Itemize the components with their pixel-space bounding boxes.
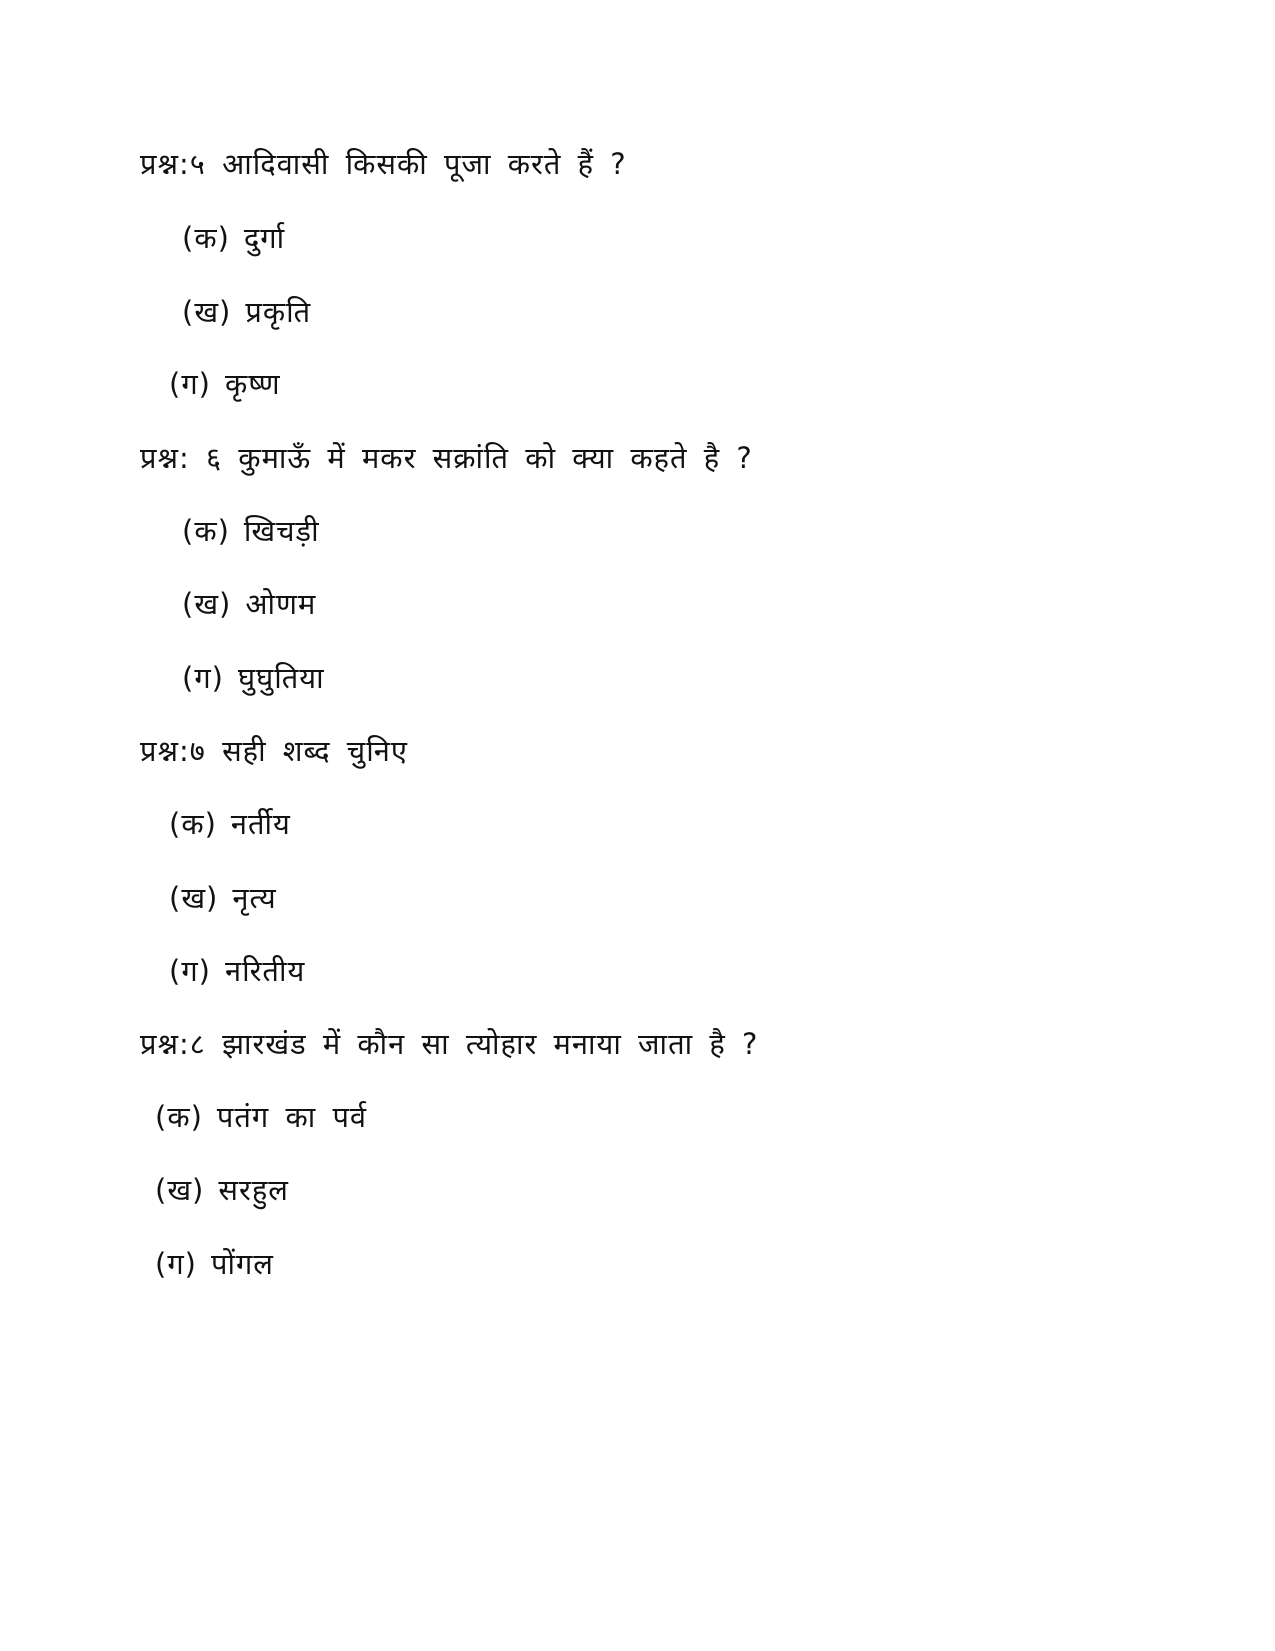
question-6-option-ga xyxy=(182,658,325,698)
option-marker: (ग) xyxy=(169,367,211,401)
option-marker: (ग) xyxy=(182,661,224,695)
question-6-option-kha xyxy=(182,584,316,624)
option-marker: (ग) xyxy=(155,1247,197,1281)
option-text: प्रकृति xyxy=(245,295,312,329)
option-text: ओणम xyxy=(245,587,317,621)
question-5-heading: प्रश्न:५ आदिवासी किसकी पूजा करते हैं ? xyxy=(140,147,627,181)
option-text: नृत्य xyxy=(232,881,277,915)
question-8-option-kha xyxy=(155,1170,289,1210)
question-5-option-ka xyxy=(182,218,285,258)
question-7-option-ka xyxy=(169,804,291,844)
question-8-option-ka xyxy=(155,1097,367,1137)
option-marker: (क) xyxy=(182,514,230,548)
option-text: सरहुल xyxy=(218,1173,289,1207)
question-8-heading: प्रश्न:८ झारखंड में कौन सा त्योहार मनाया जाता है ? xyxy=(140,1027,759,1061)
option-text: पतंग का पर्व xyxy=(216,1100,368,1134)
option-marker: (ख) xyxy=(169,881,219,915)
option-text: नर्तीय xyxy=(230,807,291,841)
option-text: घुघुतिया xyxy=(237,661,325,695)
question-5-option-ga xyxy=(169,364,281,404)
option-text: खिचड़ी xyxy=(243,514,320,548)
question-7-option-kha xyxy=(169,878,277,918)
option-marker: (ग) xyxy=(169,954,211,988)
option-text: पोंगल xyxy=(210,1247,274,1281)
option-marker: (क) xyxy=(182,221,230,255)
option-marker: (क) xyxy=(169,807,217,841)
option-text: दुर्गा xyxy=(243,221,286,255)
option-text: नरितीय xyxy=(224,954,306,988)
question-6-heading: प्रश्न: ६ कुमाऊँ में मकर सक्रांति को क्या कहते है ? xyxy=(140,441,753,475)
option-marker: (ख) xyxy=(182,587,232,621)
option-marker: (क) xyxy=(155,1100,203,1134)
question-7-heading: प्रश्न:७ सही शब्द चुनिए xyxy=(140,734,408,768)
question-5-option-kha xyxy=(182,292,311,332)
option-marker: (ख) xyxy=(182,295,232,329)
option-marker: (ख) xyxy=(155,1173,205,1207)
question-8-option-ga xyxy=(155,1244,274,1284)
option-text: कृष्ण xyxy=(224,367,281,401)
question-6-option-ka xyxy=(182,511,320,551)
question-7-option-ga xyxy=(169,951,305,991)
